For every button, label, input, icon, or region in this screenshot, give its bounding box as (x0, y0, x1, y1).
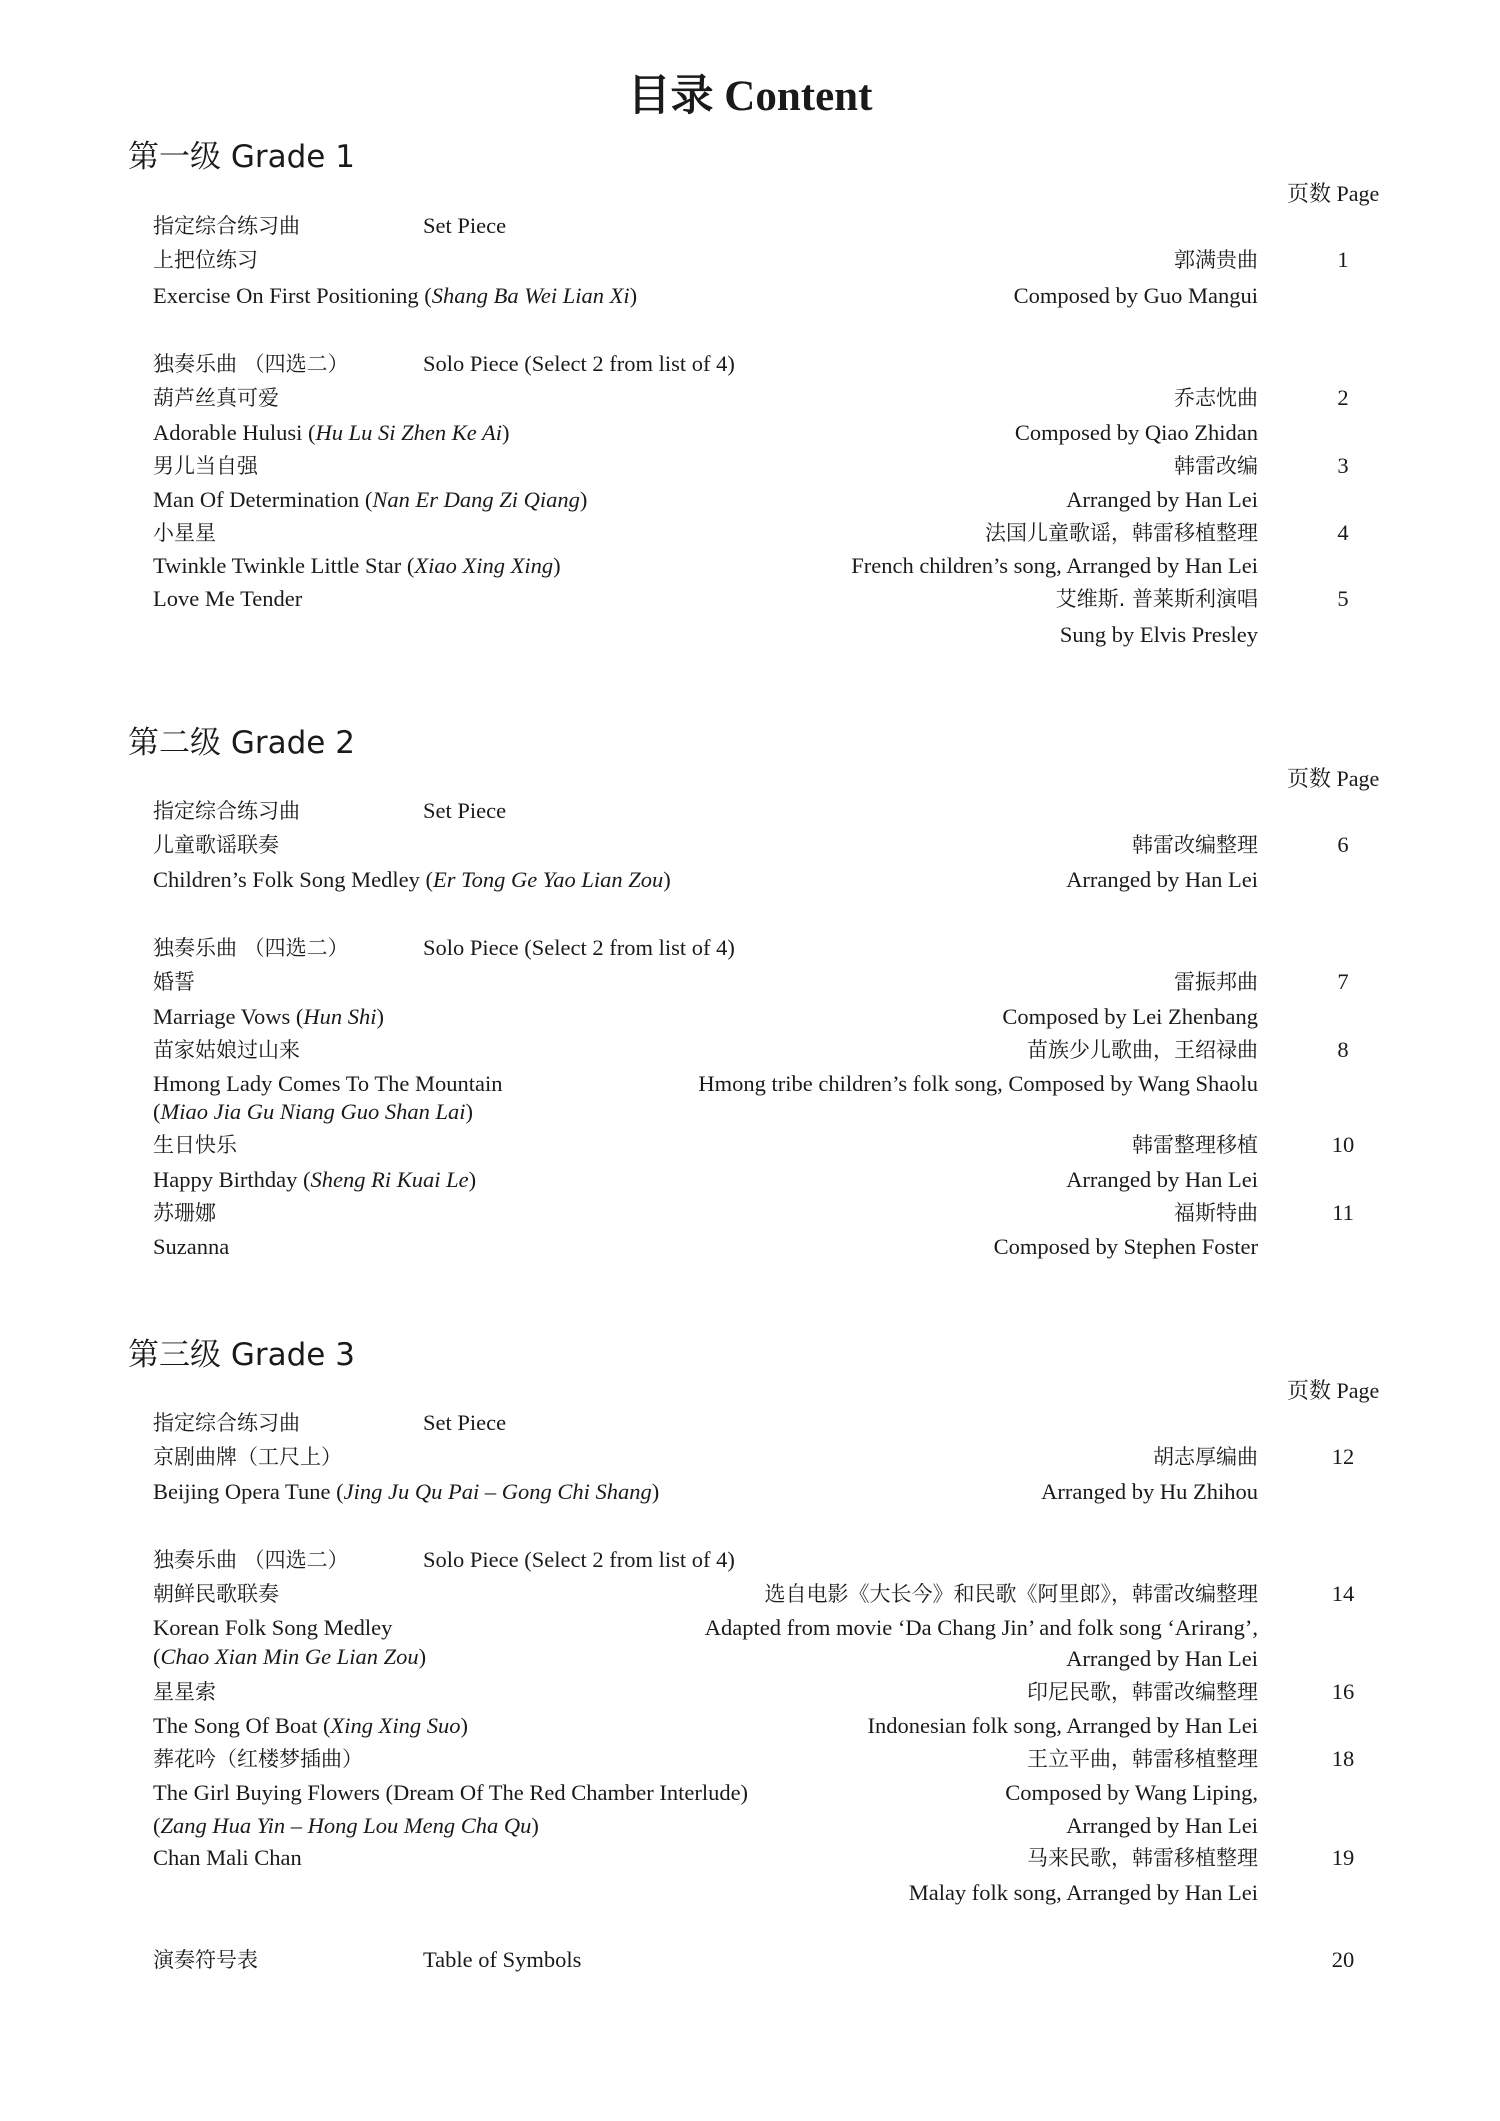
entry-page-number[interactable]: 20 (1331, 1947, 1355, 1972)
grade-3-heading: 第三级 Grade 3 (128, 1337, 355, 1373)
entry-title-en: The Song Of Boat (Xing Xing Suo) (153, 1713, 468, 1738)
entry-credit-zh: 艾维斯. 普莱斯利演唱 (1055, 587, 1258, 611)
entry-title-en-line2: (Miao Jia Gu Niang Guo Shan Lai) (153, 1099, 474, 1124)
entry-credit-en: French children’s song, Arranged by Han Lei (851, 553, 1258, 578)
entry-page-number[interactable]: 7 (1337, 969, 1349, 994)
entry-credit-en: Composed by Wang Liping, (1005, 1780, 1258, 1805)
entry-title-en: Love Me Tender (153, 586, 303, 611)
entry-title-en: Exercise On First Positioning (Shang Ba Wei Lian Xi) (153, 283, 638, 308)
entry-credit-en: Sung by Elvis Presley (1059, 622, 1258, 647)
entry-title-en: Beijing Opera Tune (Jing Ju Qu Pai – Gong Chi Shang) (153, 1479, 660, 1504)
entry-page-number[interactable]: 19 (1331, 1845, 1355, 1870)
entry-page-number[interactable]: 10 (1331, 1132, 1355, 1157)
entry-page-number[interactable]: 5 (1337, 586, 1349, 611)
entry-credit-en: Arranged by Hu Zhihou (1041, 1479, 1258, 1504)
entry-title-zh: 苏珊娜 (153, 1201, 216, 1225)
grade-2-heading: 第二级 Grade 2 (128, 725, 355, 761)
entry-title-zh: 星星索 (153, 1680, 216, 1704)
entry-title-en: Hmong Lady Comes To The Mountain (153, 1071, 503, 1096)
entry-title-zh: 上把位练习 (153, 248, 258, 272)
entry-page-number[interactable]: 8 (1337, 1037, 1349, 1062)
page-title: 目录 Content (627, 73, 873, 120)
entry-credit-zh: 胡志厚编曲 (1153, 1445, 1258, 1469)
entry-credit-zh: 印尼民歌，韩雷改编整理 (1027, 1680, 1258, 1704)
entry-title-en: Adorable Hulusi (Hu Lu Si Zhen Ke Ai) (153, 420, 510, 445)
set-piece-label-zh: 指定综合练习曲 (153, 799, 300, 823)
entry-title-en-line2: (Chao Xian Min Ge Lian Zou) (153, 1644, 427, 1669)
entry-credit-en: Indonesian folk song, Arranged by Han Lei (867, 1713, 1258, 1738)
entry-page-number[interactable]: 2 (1337, 385, 1349, 410)
entry-title-zh: 葬花吟（红楼梦插曲） (153, 1747, 363, 1771)
solo-piece-label-en: Solo Piece (Select 2 from list of 4) (423, 935, 735, 960)
entry-credit-en: Arranged by Han Lei (1066, 1167, 1258, 1192)
entry-credit-en: Composed by Stephen Foster (993, 1234, 1258, 1259)
entry-title-zh: 葫芦丝真可爱 (153, 386, 279, 410)
entry-title-zh: 儿童歌谣联奏 (153, 833, 279, 857)
entry-title-zh: 男儿当自强 (153, 454, 258, 478)
entry-credit-en: Composed by Qiao Zhidan (1014, 420, 1258, 445)
entry-credit-zh: 选自电影《大长今》和民歌《阿里郎》，韩雷改编整理 (764, 1582, 1258, 1606)
entry-page-number[interactable]: 16 (1331, 1679, 1355, 1704)
set-piece-label-zh: 指定综合练习曲 (153, 1411, 300, 1435)
entry-page-number[interactable]: 11 (1332, 1200, 1354, 1225)
symbols-label-zh: 演奏符号表 (153, 1948, 258, 1972)
entry-credit-en: Arranged by Han Lei (1066, 867, 1258, 892)
entry-title-zh: 苗家姑娘过山来 (153, 1038, 300, 1062)
entry-title-en: Marriage Vows (Hun Shi) (153, 1004, 385, 1029)
entry-title-en: Children’s Folk Song Medley (Er Tong Ge Yao Lian Zou) (153, 867, 671, 892)
set-piece-label-zh: 指定综合练习曲 (153, 214, 300, 238)
entry-credit-en: Adapted from movie ‘Da Chang Jin’ and folk song ‘Arirang’, (704, 1615, 1258, 1640)
entry-credit-zh: 乔志忱曲 (1174, 386, 1258, 410)
entry-credit-en: Malay folk song, Arranged by Han Lei (908, 1880, 1258, 1905)
entry-credit-zh: 雷振邦曲 (1174, 970, 1258, 994)
set-piece-label-en: Set Piece (423, 798, 507, 823)
grade-1-heading: 第一级 Grade 1 (128, 139, 355, 175)
entry-credit-en: Composed by Guo Mangui (1013, 283, 1258, 308)
page-column-header: 页数 Page (1287, 1378, 1380, 1403)
entry-title-en: Happy Birthday (Sheng Ri Kuai Le) (153, 1167, 477, 1192)
entry-credit-zh: 马来民歌，韩雷移植整理 (1027, 1846, 1258, 1870)
entry-credit-zh: 福斯特曲 (1174, 1201, 1258, 1225)
entry-credit-zh: 苗族少儿歌曲，王绍禄曲 (1027, 1038, 1258, 1062)
entry-page-number[interactable]: 12 (1331, 1444, 1355, 1469)
entry-credit-zh: 韩雷整理移植 (1132, 1133, 1258, 1157)
entry-page-number[interactable]: 18 (1331, 1746, 1355, 1771)
entry-title-en: Twinkle Twinkle Little Star (Xiao Xing Xing) (153, 553, 561, 578)
entry-credit-zh: 法国儿童歌谣，韩雷移植整理 (985, 521, 1258, 545)
page-column-header: 页数 Page (1287, 181, 1380, 206)
entry-credit-zh: 王立平曲，韩雷移植整理 (1027, 1747, 1258, 1771)
entry-credit-en: Hmong tribe children’s folk song, Composed by Wang Shaolu (698, 1071, 1258, 1096)
entry-credit-zh: 郭满贵曲 (1174, 248, 1258, 272)
entry-title-en: Man Of Determination (Nan Er Dang Zi Qiang) (153, 487, 588, 512)
symbols-label-en[interactable]: Table of Symbols (423, 1947, 582, 1972)
entry-title-en: Suzanna (153, 1234, 230, 1259)
entry-title-en: The Girl Buying Flowers (Dream Of The Red Chamber Interlude) (153, 1780, 749, 1805)
entry-page-number[interactable]: 3 (1337, 453, 1349, 478)
entry-title-zh: 小星星 (153, 521, 216, 545)
solo-piece-label-zh: 独奏乐曲 （四选二） (153, 1548, 349, 1572)
entry-page-number[interactable]: 6 (1337, 832, 1349, 857)
solo-piece-label-zh: 独奏乐曲 （四选二） (153, 352, 349, 376)
entry-page-number[interactable]: 1 (1337, 247, 1349, 272)
entry-title-en: Korean Folk Song Medley (153, 1615, 393, 1640)
entry-title-zh: 婚誓 (153, 970, 195, 994)
entry-title-zh: 生日快乐 (153, 1133, 237, 1157)
entry-credit-zh: 韩雷改编 (1174, 454, 1258, 478)
entry-credit-en: Arranged by Han Lei (1066, 487, 1258, 512)
entry-title-zh: 朝鲜民歌联奏 (153, 1582, 279, 1606)
solo-piece-label-en: Solo Piece (Select 2 from list of 4) (423, 1547, 735, 1572)
set-piece-label-en: Set Piece (423, 1410, 507, 1435)
entry-credit-en-line2: Arranged by Han Lei (1066, 1813, 1258, 1838)
entry-title-en: Chan Mali Chan (153, 1845, 302, 1870)
entry-page-number[interactable]: 14 (1331, 1581, 1355, 1606)
entry-title-en-line2: (Zang Hua Yin – Hong Lou Meng Cha Qu) (153, 1813, 539, 1838)
set-piece-label-en: Set Piece (423, 213, 507, 238)
entry-credit-zh: 韩雷改编整理 (1132, 833, 1258, 857)
entry-credit-en-line2: Arranged by Han Lei (1066, 1646, 1258, 1671)
entry-page-number[interactable]: 4 (1337, 520, 1349, 545)
entry-credit-en: Composed by Lei Zhenbang (1002, 1004, 1258, 1029)
solo-piece-label-zh: 独奏乐曲 （四选二） (153, 936, 349, 960)
page-column-header: 页数 Page (1287, 766, 1380, 791)
entry-title-zh: 京剧曲牌（工尺上） (153, 1445, 342, 1469)
solo-piece-label-en: Solo Piece (Select 2 from list of 4) (423, 351, 735, 376)
